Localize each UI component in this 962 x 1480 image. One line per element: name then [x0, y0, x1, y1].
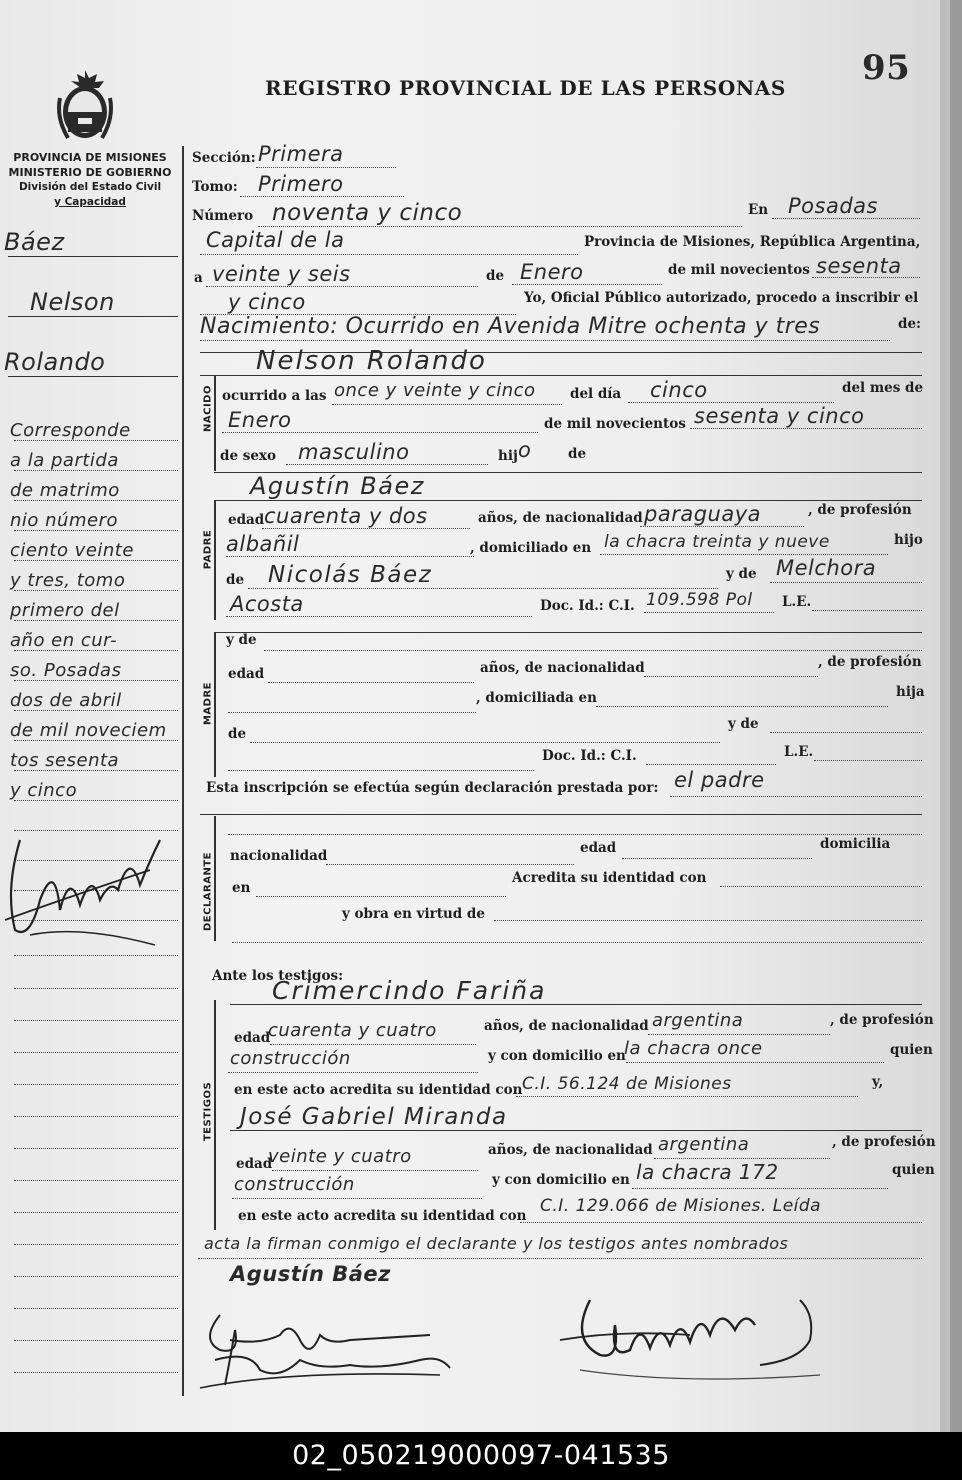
declarante-acredita-label: Acredita su identidad con	[512, 870, 707, 886]
page-title: REGISTRO PROVINCIAL DE LAS PERSONAS	[265, 76, 786, 100]
testigo-2-acredita-label: en este acto acredita su identidad con	[238, 1208, 527, 1224]
del-mes-label: del mes de	[842, 380, 924, 396]
en-label: En	[748, 202, 769, 218]
margin-note	[10, 416, 167, 806]
section-label-madre: MADRE	[202, 681, 214, 726]
mil-label-nacido: de mil novecientos	[544, 416, 686, 432]
org-line-2: MINISTERIO DE GOBIERNO	[8, 166, 172, 179]
margin-note-line: año en cur-	[10, 630, 118, 651]
margin-name-2: Rolando	[4, 348, 106, 376]
padre-nombre: Agustín Báez	[250, 472, 425, 500]
sexo-label: de sexo	[220, 448, 276, 464]
padre-profesion-label: , de profesión	[808, 502, 912, 518]
hij-label: hij	[498, 448, 518, 464]
ocurrido-label: ocurrido a las	[222, 388, 327, 404]
section-label-testigos: TESTIGOS	[202, 1081, 214, 1142]
org-line-4: y Capacidad	[54, 196, 126, 208]
declarante-nacionalidad-label: nacionalidad	[230, 848, 328, 864]
madre-doc-label: Doc. Id.: C.I.	[542, 748, 637, 764]
madre-de-value-1: Melchora	[776, 556, 877, 580]
padre-doc-label: Doc. Id.: C.I.	[540, 598, 635, 614]
fecha-mes-value: Enero	[520, 260, 584, 284]
padre-le-label: L.E.	[782, 594, 812, 610]
testigo-2-domicilio: la chacra 172	[636, 1160, 779, 1184]
testigo-1-y-label: y,	[872, 1074, 884, 1090]
padre-profesion-value: albañil	[226, 532, 300, 556]
testigo-1-edad-label: edad	[234, 1030, 271, 1046]
org-line-3: División del Estado Civil	[18, 181, 162, 193]
ante-testigos-label: Ante los testigos:	[212, 968, 344, 984]
padre-anios-label: años, de nacionalidad	[478, 510, 643, 526]
de-label: de	[486, 268, 505, 284]
margin-note-line: a la partida	[10, 450, 119, 471]
margin-note-line: tos sesenta	[10, 750, 120, 771]
numero-label: Número	[192, 208, 254, 224]
padre-de-label: de	[226, 572, 245, 588]
margin-note-line: so. Posadas	[10, 660, 122, 681]
mes-value: Enero	[228, 408, 292, 432]
padre-domicilio-label: , domiciliado en	[470, 540, 592, 556]
margin-name-1: Nelson	[30, 288, 115, 316]
image-filename: 02_050219000097-041535	[0, 1432, 962, 1480]
madre-anios-label: años, de nacionalidad	[480, 660, 645, 676]
madre-profesion-label: , de profesión	[818, 654, 922, 670]
testigo-2-nombre: José Gabriel Miranda	[240, 1104, 508, 1130]
testigo-1-domicilio: la chacra once	[624, 1038, 763, 1059]
testigo-1-quien-label: quien	[890, 1042, 933, 1058]
firma-declarante: Agustín Báez	[230, 1262, 391, 1286]
margin-note-line: primero del	[10, 600, 120, 621]
column-divider	[182, 146, 184, 1396]
org-block	[0, 150, 180, 210]
padre-nacionalidad-value: paraguaya	[644, 502, 762, 526]
lugar-value: Capital de la	[206, 228, 345, 252]
madre-de-value-2: Acosta	[230, 592, 304, 616]
testigo-2-edad-label: edad	[236, 1156, 273, 1172]
seccion-label: Sección:	[192, 150, 256, 166]
testigo-1-profesion-label: , de profesión	[830, 1012, 934, 1028]
a-label: a	[194, 270, 203, 286]
coat-of-arms-emblem	[52, 68, 118, 148]
madre-hija-label: hija	[896, 684, 925, 700]
de-label-2: de:	[898, 316, 922, 332]
folio-number: 95	[862, 48, 911, 88]
seccion-value: Primera	[258, 142, 344, 166]
testigo-1-domicilio-label: y con domicilio en	[488, 1048, 626, 1064]
margin-note-line: Corresponde	[10, 420, 131, 441]
anio-value-2: y cinco	[228, 290, 306, 314]
yo-text: Yo, Oficial Público autorizado, procedo a inscribir el	[524, 290, 919, 306]
tomo-value: Primero	[258, 172, 344, 196]
section-label-nacido: NACIDO	[202, 385, 214, 432]
sexo-value: masculino	[298, 440, 410, 464]
testigo-2-domicilio-label: y con domicilio en	[492, 1172, 630, 1188]
provincia-text: Provincia de Misiones, República Argentina,	[584, 234, 921, 250]
madre-edad-label: edad	[228, 666, 265, 682]
oficial-signature	[560, 1280, 870, 1390]
section-label-padre: PADRE	[202, 529, 214, 570]
testigo-1-profesion: construcción	[230, 1048, 351, 1069]
testigo-2-profesion: construcción	[234, 1174, 355, 1195]
testigos-signatures	[190, 1300, 470, 1400]
madre-y-de-label-2: y de	[728, 716, 759, 732]
del-dia-label: del día	[570, 386, 622, 402]
numero-value: noventa y cinco	[272, 200, 463, 226]
margin-note-line: ciento veinte	[10, 540, 134, 561]
padre-doc-value: 109.598 Pol	[646, 590, 753, 610]
margin-note-line: de matrimo	[10, 480, 120, 501]
hora-value: once y veinte y cinco	[334, 380, 536, 401]
mil-label: de mil novecientos	[668, 262, 810, 278]
testigo-2-nacionalidad: argentina	[658, 1134, 750, 1155]
madre-le-label: L.E.	[784, 744, 814, 760]
padre-hijo-label: hijo	[894, 532, 923, 548]
inscripto-value: Nelson Rolando	[256, 346, 487, 376]
testigo-1-nombre: Crimercindo Fariña	[272, 976, 547, 1005]
testigo-2-anios-label: años, de nacionalidad	[488, 1142, 653, 1158]
padre-domicilio-value: la chacra treinta y nueve	[604, 532, 830, 552]
padre-de-value: Nicolás Báez	[268, 562, 433, 588]
testigo-2-edad: veinte y cuatro	[268, 1146, 412, 1167]
anio-value-1: sesenta	[816, 254, 902, 278]
testigo-2-profesion-label: , de profesión	[832, 1134, 936, 1150]
fecha-dia-value: veinte y seis	[212, 262, 351, 286]
margin-surname: Báez	[4, 228, 65, 256]
declarante-edad-label: edad	[580, 840, 617, 856]
de-label-nacido: de	[568, 446, 587, 462]
madre-domicilio-label: , domiciliada en	[476, 690, 597, 706]
margin-note-line: y cinco	[10, 780, 78, 801]
inscripcion-declarante: el padre	[674, 768, 765, 792]
madre-de-label: de	[228, 726, 247, 742]
testigo-1-edad: cuarenta y cuatro	[268, 1020, 437, 1041]
en-value: Posadas	[788, 194, 878, 218]
tomo-label: Tomo:	[192, 179, 238, 195]
margin-signature	[0, 830, 170, 950]
margin-note-line: y tres, tomo	[10, 570, 126, 591]
margin-note-line: de mil noveciem	[10, 720, 167, 741]
anio-nacido-value: sesenta y cinco	[694, 404, 865, 428]
testigo-1-nacionalidad: argentina	[652, 1010, 744, 1031]
testigo-2-id: C.I. 129.066 de Misiones. Leída	[540, 1196, 822, 1216]
declarante-domicilia-label: domicilia	[820, 836, 891, 852]
padre-y-de-label: y de	[726, 566, 757, 582]
testigo-1-id: C.I. 56.124 de Misiones	[522, 1074, 732, 1094]
acto-value: Nacimiento: Ocurrido en Avenida Mitre ochenta y tres	[200, 314, 821, 339]
testigo-1-anios-label: años, de nacionalidad	[484, 1018, 649, 1034]
padre-edad-value: cuarenta y dos	[264, 504, 428, 528]
page-edge-dark	[950, 0, 962, 1432]
margin-note-line: dos de abril	[10, 690, 122, 711]
dia-value: cinco	[650, 378, 708, 402]
madre-y-de-label: y de	[226, 632, 257, 648]
margin-note-line: nio número	[10, 510, 118, 531]
padre-edad-label: edad	[228, 512, 265, 528]
hij-suffix: o	[518, 438, 532, 462]
testigo-1-acredita-label: en este acto acredita su identidad con	[234, 1082, 523, 1098]
section-label-declarante: DECLARANTE	[202, 851, 214, 932]
declarante-en-label: en	[232, 880, 251, 896]
cierre-texto: acta la firman conmigo el declarante y los testigos antes nombrados	[204, 1234, 789, 1253]
inscripcion-text: Esta inscripción se efectúa según declaración prestada por:	[206, 780, 659, 796]
testigo-2-quien-label: quien	[892, 1162, 935, 1178]
org-line-1: PROVINCIA DE MISIONES	[13, 151, 167, 164]
declarante-obra-label: y obra en virtud de	[342, 906, 485, 922]
